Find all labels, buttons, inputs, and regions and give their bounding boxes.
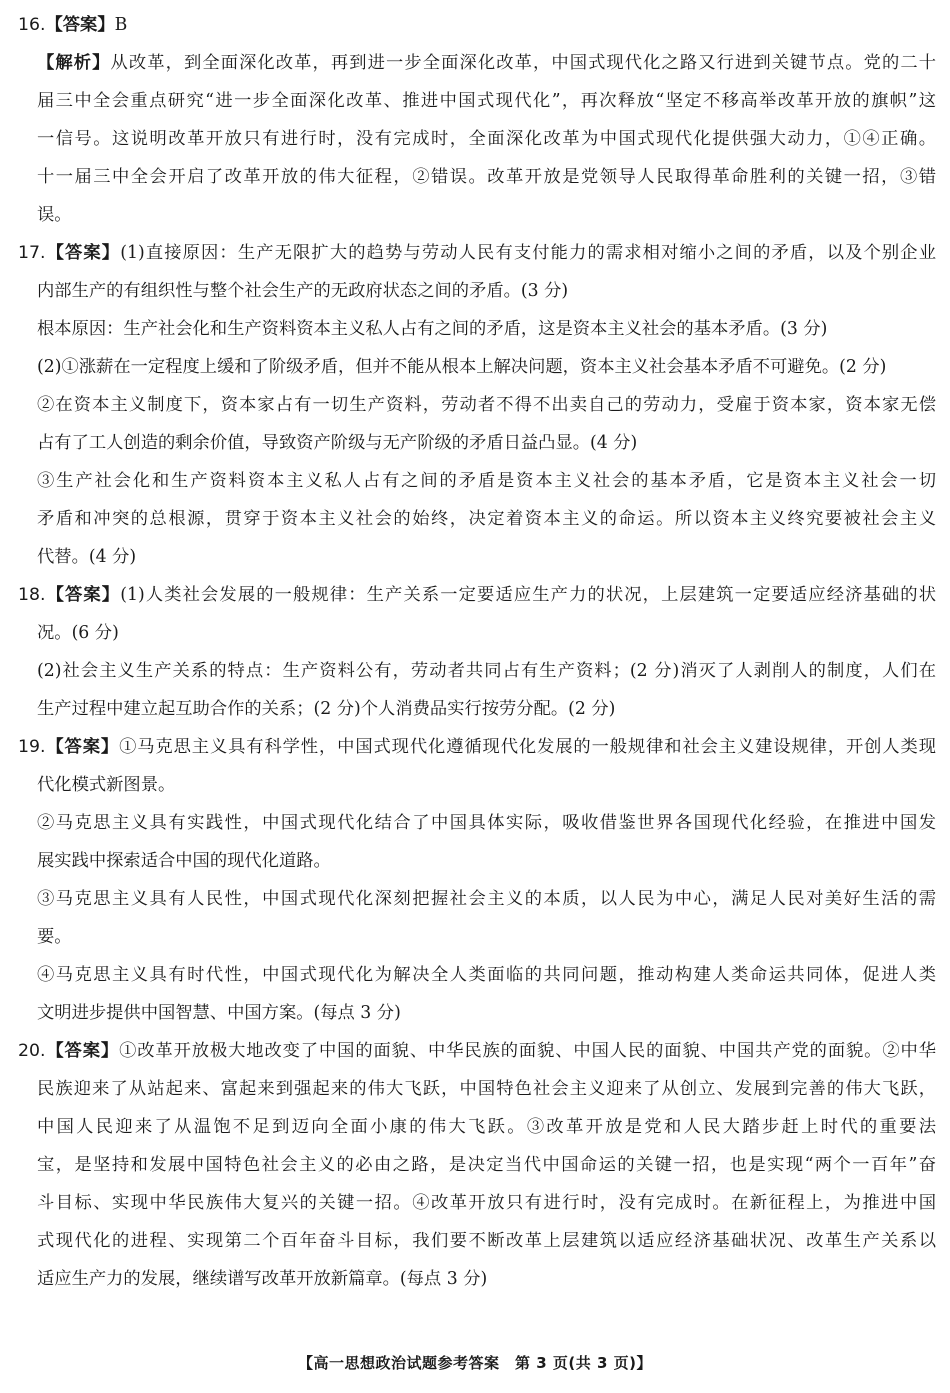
question-17-line-4: (2)①涨薪在一定程度上缓和了阶级矛盾，但并不能从根本上解决问题，资本主义社会基本矛盾不可避免。(2 分) — [37, 357, 887, 377]
question-20-line-5: 斗目标、实现中华民族伟大复兴的关键一招。④改革开放只有进行时，没有完成时。在新征程上，为推进中国 — [37, 1193, 936, 1213]
question-17-line-9: 代替。(4 分) — [37, 547, 137, 567]
question-19-line-3: ②马克思主义具有实践性，中国式现代化结合了中国具体实际，吸收借鉴世界各国现代化经验，在推进中国发 — [37, 813, 936, 833]
question-20-line-7: 适应生产力的发展，继续谱写改革开放新篇章。(每点 3 分) — [37, 1269, 488, 1289]
question-17-line-7: ③生产社会化和生产资料资本主义私人占有之间的矛盾是资本主义社会的基本矛盾，它是资本主义社会一切 — [37, 471, 936, 491]
question-19-line-6: 要。 — [37, 927, 72, 947]
question-16-line-3: 届三中全会重点研究“进一步全面深化改革、推进中国式现代化”，再次释放“坚定不移高举改革开放的旗帜”这 — [37, 91, 936, 111]
question-19-line-8: 文明进步提供中国智慧、中国方案。(每点 3 分) — [37, 1003, 401, 1023]
question-20-line-1: 20.【答案】①改革开放极大地改变了中国的面貌、中华民族的面貌、中国人民的面貌、中国共产党的面貌。②中华 — [18, 1041, 936, 1061]
question-20-line-6: 式现代化的进程、实现第二个百年奋斗目标，我们要不断改革上层建筑以适应经济基础状况、改革生产关系以 — [37, 1231, 936, 1251]
question-19 — [18, 728, 936, 1032]
question-20-line-4: 宝，是坚持和发展中国特色社会主义的必由之路，是决定当代中国命运的关键一招，也是实现“两个一百年”奋 — [37, 1155, 936, 1175]
question-16 — [18, 6, 936, 234]
answer-tag: 【答案】 — [45, 1041, 120, 1061]
question-19-line-4: 展实践中探索适合中国的现代化道路。 — [37, 851, 331, 871]
question-19-line-7: ④马克思主义具有时代性，中国式现代化为解决全人类面临的共同问题，推动构建人类命运共同体，促进人类 — [37, 965, 936, 985]
question-20-line-2: 民族迎来了从站起来、富起来到强起来的伟大飞跃，中国特色社会主义迎来了从创立、发展到完善的伟大飞跃， — [37, 1079, 936, 1099]
answer-tag: 【答案】 — [45, 585, 121, 605]
question-19-line-5: ③马克思主义具有人民性，中国式现代化深刻把握社会主义的本质，以人民为中心，满足人民对美好生活的需 — [37, 889, 936, 909]
question-16-line-1: 16.【答案】B — [18, 15, 128, 35]
question-18 — [18, 576, 936, 728]
question-number: 20. — [18, 1041, 46, 1061]
question-17-line-1: 17.【答案】(1)直接原因：生产无限扩大的趋势与劳动人民有支付能力的需求相对缩小之间的矛盾，以及个别企业 — [18, 243, 936, 263]
question-17-line-8: 矛盾和冲突的总根源，贯穿于资本主义社会的始终，决定着资本主义的命运。所以资本主义终究要被社会主义 — [37, 509, 936, 529]
question-17-line-6: 占有了工人创造的剩余价值，导致资产阶级与无产阶级的矛盾日益凸显。(4 分) — [37, 433, 638, 453]
question-number: 17. — [18, 243, 46, 263]
answer-tag: 【答案】 — [45, 737, 120, 757]
answer-tag: 【答案】 — [45, 243, 121, 263]
question-16-line-6: 误。 — [37, 205, 72, 225]
answer-tag: 【答案】 — [45, 15, 115, 35]
question-16-line-2: 【解析】从改革，到全面深化改革，再到进一步全面深化改革，中国式现代化之路又行进到关键节点。党的二十 — [37, 53, 936, 73]
analysis-tag: 【解析】 — [37, 53, 111, 73]
question-19-line-2: 代化模式新图景。 — [37, 775, 176, 795]
question-20-line-3: 中国人民迎来了从温饱不足到迈向全面小康的伟大飞跃。③改革开放是党和人民大踏步赶上时代的重要法 — [37, 1117, 936, 1137]
question-17 — [18, 234, 936, 576]
question-17-line-5: ②在资本主义制度下，资本家占有一切生产资料，劳动者不得不出卖自己的劳动力，受雇于资本家，资本家无偿 — [37, 395, 936, 415]
question-20 — [18, 1032, 936, 1298]
question-18-line-2: 况。(6 分) — [37, 623, 119, 643]
question-17-line-3: 根本原因：生产社会化和生产资料资本主义私人占有之间的矛盾，这是资本主义社会的基本矛盾。(3 分) — [37, 319, 828, 339]
question-19-line-1: 19.【答案】①马克思主义具有科学性，中国式现代化遵循现代化发展的一般规律和社会主义建设规律，开创人类现 — [18, 737, 936, 757]
question-18-line-1: 18.【答案】(1)人类社会发展的一般规律：生产关系一定要适应生产力的状况，上层建筑一定要适应经济基础的状 — [18, 585, 936, 605]
question-number: 19. — [18, 737, 46, 757]
question-16-line-4: 一信号。这说明改革开放只有进行时，没有完成时，全面深化改革为中国式现代化提供强大动力，①④正确。 — [37, 129, 936, 149]
question-17-line-2: 内部生产的有组织性与整个社会生产的无政府状态之间的矛盾。(3 分) — [37, 281, 569, 301]
question-number: 18. — [18, 585, 46, 605]
question-number: 16. — [18, 15, 46, 35]
answer-document — [18, 6, 936, 1298]
question-16-line-5: 十一届三中全会开启了改革开放的伟大征程，②错误。改革开放是党领导人民取得革命胜利的关键一招，③错 — [37, 167, 936, 187]
question-18-line-3: (2)社会主义生产关系的特点：生产资料公有，劳动者共同占有生产资料；(2 分)消灭了人剥削人的制度，人们在 — [37, 661, 936, 681]
page-footer: 【高一思想政治试题参考答案 第 3 页(共 3 页)】 — [298, 1354, 652, 1372]
question-18-line-4: 生产过程中建立起互助合作的关系；(2 分)个人消费品实行按劳分配。(2 分) — [37, 699, 616, 719]
